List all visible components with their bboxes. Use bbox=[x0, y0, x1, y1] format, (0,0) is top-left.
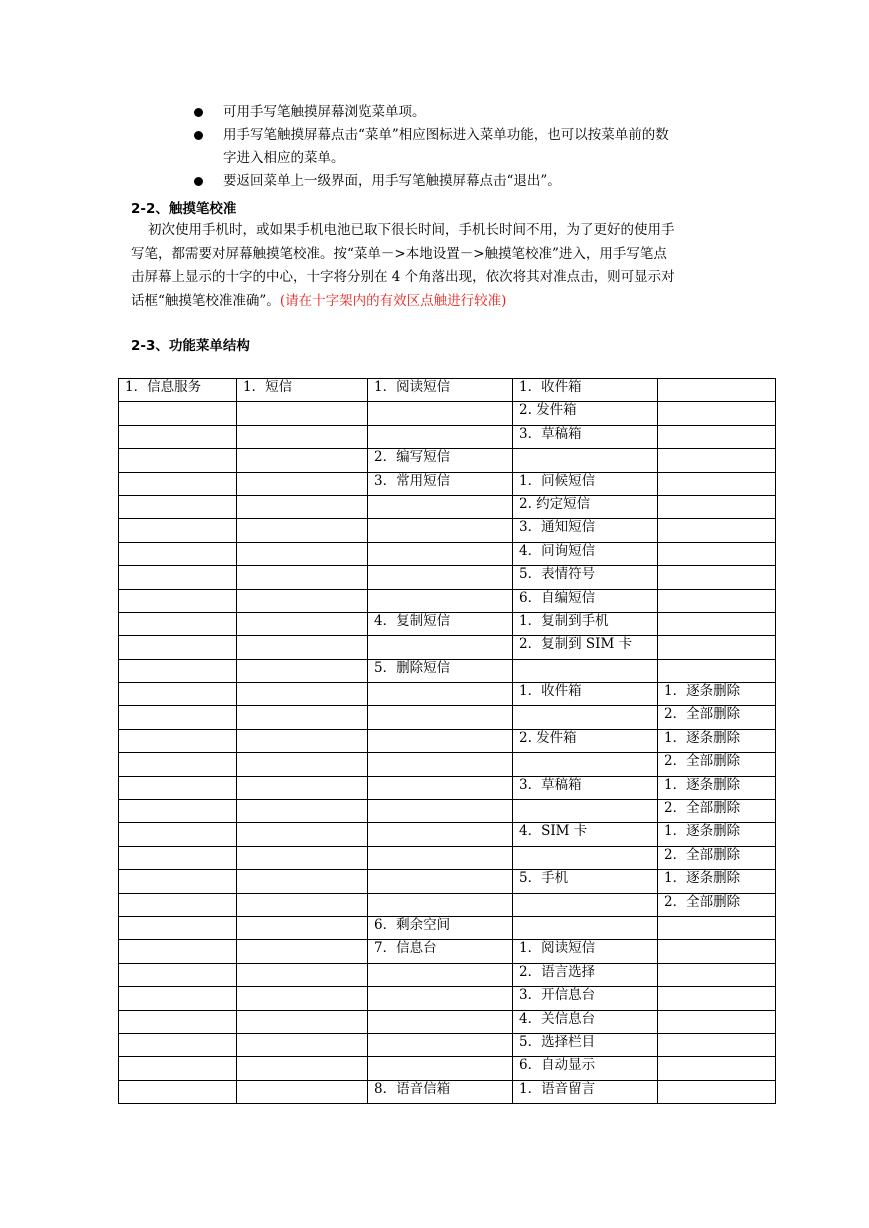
level2-cell bbox=[237, 916, 368, 939]
level2-cell bbox=[237, 425, 368, 448]
table-row bbox=[119, 542, 776, 565]
level3-cell bbox=[368, 542, 513, 565]
calibration-paragraph bbox=[131, 219, 741, 313]
level1-cell bbox=[119, 683, 237, 706]
level5-cell: 1．逐条删除 bbox=[658, 870, 776, 893]
level2-cell: 1．短信 bbox=[237, 379, 368, 402]
calibration-note: (请在十字架内的有效区点触进行较准) bbox=[279, 292, 507, 309]
level4-cell bbox=[513, 800, 658, 823]
level4-cell: 3．草稿箱 bbox=[513, 776, 658, 799]
level2-cell bbox=[237, 683, 368, 706]
level1-cell bbox=[119, 659, 237, 682]
table-row bbox=[119, 519, 776, 542]
level5-cell: 2．全部删除 bbox=[658, 800, 776, 823]
level2-cell bbox=[237, 963, 368, 986]
level5-cell bbox=[658, 1080, 776, 1103]
level4-cell: 4．问询短信 bbox=[513, 542, 658, 565]
level5-cell bbox=[658, 472, 776, 495]
level1-cell: 1．信息服务 bbox=[119, 379, 237, 402]
table-row bbox=[119, 636, 776, 659]
level4-cell: 4．关信息台 bbox=[513, 1010, 658, 1033]
level1-cell bbox=[119, 1080, 237, 1103]
level3-cell bbox=[368, 987, 513, 1010]
level2-cell bbox=[237, 1057, 368, 1080]
table-row bbox=[119, 823, 776, 846]
level3-cell bbox=[368, 425, 513, 448]
level4-cell: 2．复制到 SIM 卡 bbox=[513, 636, 658, 659]
table-row bbox=[119, 800, 776, 823]
level5-cell: 1．逐条删除 bbox=[658, 776, 776, 799]
level1-cell bbox=[119, 706, 237, 729]
paragraph-text: 话框“触摸笔校准准确”。 bbox=[131, 292, 280, 309]
level4-cell bbox=[513, 659, 658, 682]
level5-cell bbox=[658, 916, 776, 939]
menu-structure-table bbox=[118, 378, 776, 1104]
level3-cell bbox=[368, 636, 513, 659]
level4-cell: 5．手机 bbox=[513, 870, 658, 893]
bullet-item bbox=[194, 170, 754, 193]
level5-cell bbox=[658, 449, 776, 472]
level4-cell: 5．表情符号 bbox=[513, 566, 658, 589]
table-row bbox=[119, 449, 776, 472]
level1-cell bbox=[119, 987, 237, 1010]
level1-cell bbox=[119, 472, 237, 495]
table-row bbox=[119, 566, 776, 589]
level3-cell: 5．删除短信 bbox=[368, 659, 513, 682]
level2-cell bbox=[237, 987, 368, 1010]
bullet-item bbox=[194, 101, 754, 124]
level3-cell bbox=[368, 800, 513, 823]
level4-cell: 2. 约定短信 bbox=[513, 495, 658, 518]
level5-cell bbox=[658, 379, 776, 402]
level2-cell bbox=[237, 893, 368, 916]
bullet-line: 要返回菜单上一级界面，用手写笔触摸屏幕点击“退出”。 bbox=[223, 173, 561, 189]
table-row bbox=[119, 659, 776, 682]
level4-cell: 2. 发件箱 bbox=[513, 729, 658, 752]
table-row bbox=[119, 776, 776, 799]
table-row bbox=[119, 987, 776, 1010]
level3-cell bbox=[368, 776, 513, 799]
level4-cell: 4．SIM 卡 bbox=[513, 823, 658, 846]
level3-cell: 8．语音信箱 bbox=[368, 1080, 513, 1103]
level1-cell bbox=[119, 800, 237, 823]
bullet-dot-icon bbox=[194, 131, 203, 140]
level4-cell: 1．收件箱 bbox=[513, 379, 658, 402]
level5-cell bbox=[658, 495, 776, 518]
level2-cell bbox=[237, 729, 368, 752]
level4-cell: 2．语言选择 bbox=[513, 963, 658, 986]
level1-cell bbox=[119, 729, 237, 752]
level5-cell bbox=[658, 987, 776, 1010]
level5-cell: 2．全部删除 bbox=[658, 893, 776, 916]
level1-cell bbox=[119, 495, 237, 518]
level2-cell bbox=[237, 1033, 368, 1056]
level5-cell bbox=[658, 659, 776, 682]
level4-cell: 1．问候短信 bbox=[513, 472, 658, 495]
level2-cell bbox=[237, 940, 368, 963]
level2-cell bbox=[237, 566, 368, 589]
table-row bbox=[119, 893, 776, 916]
level2-cell bbox=[237, 612, 368, 635]
level3-cell bbox=[368, 495, 513, 518]
level1-cell bbox=[119, 963, 237, 986]
level1-cell bbox=[119, 1010, 237, 1033]
level5-cell bbox=[658, 402, 776, 425]
level1-cell bbox=[119, 636, 237, 659]
paragraph-line: 初次使用手机时，或如果手机电池已取下很长时间，手机长时间不用，为了更好的使用手 bbox=[148, 222, 675, 238]
level5-cell bbox=[658, 940, 776, 963]
level4-cell: 3．开信息台 bbox=[513, 987, 658, 1010]
level1-cell bbox=[119, 940, 237, 963]
level5-cell bbox=[658, 636, 776, 659]
level3-cell: 1．阅读短信 bbox=[368, 379, 513, 402]
table-row bbox=[119, 495, 776, 518]
level1-cell bbox=[119, 916, 237, 939]
level4-cell bbox=[513, 706, 658, 729]
bullet-line: 可用手写笔触摸屏幕浏览菜单项。 bbox=[223, 104, 426, 120]
level2-cell bbox=[237, 402, 368, 425]
level1-cell bbox=[119, 612, 237, 635]
table-row bbox=[119, 753, 776, 776]
level2-cell bbox=[237, 846, 368, 869]
table-row bbox=[119, 706, 776, 729]
bullet-dot-icon bbox=[194, 108, 203, 117]
bullet-dot-icon bbox=[194, 177, 203, 186]
paragraph-line bbox=[131, 290, 741, 314]
level3-cell bbox=[368, 706, 513, 729]
table-row bbox=[119, 963, 776, 986]
table-row bbox=[119, 729, 776, 752]
level3-cell bbox=[368, 683, 513, 706]
level3-cell bbox=[368, 566, 513, 589]
level5-cell bbox=[658, 1033, 776, 1056]
level4-cell: 5．选择栏目 bbox=[513, 1033, 658, 1056]
level4-cell: 3．草稿箱 bbox=[513, 425, 658, 448]
level3-cell bbox=[368, 402, 513, 425]
level3-cell: 6．剩余空间 bbox=[368, 916, 513, 939]
level3-cell bbox=[368, 1057, 513, 1080]
level5-cell bbox=[658, 612, 776, 635]
level5-cell bbox=[658, 589, 776, 612]
level1-cell bbox=[119, 566, 237, 589]
level3-cell bbox=[368, 846, 513, 869]
level5-cell bbox=[658, 963, 776, 986]
level4-cell: 1．复制到手机 bbox=[513, 612, 658, 635]
table-row bbox=[119, 1010, 776, 1033]
table-row bbox=[119, 612, 776, 635]
level2-cell bbox=[237, 753, 368, 776]
bullet-list bbox=[194, 101, 754, 193]
level2-cell bbox=[237, 495, 368, 518]
level1-cell bbox=[119, 776, 237, 799]
level2-cell bbox=[237, 800, 368, 823]
level4-cell bbox=[513, 846, 658, 869]
level5-cell: 2．全部删除 bbox=[658, 706, 776, 729]
level3-cell bbox=[368, 963, 513, 986]
level1-cell bbox=[119, 870, 237, 893]
level4-cell bbox=[513, 893, 658, 916]
level3-cell bbox=[368, 729, 513, 752]
section-heading: 2-2、触摸笔校准 bbox=[131, 201, 237, 217]
bullet-line: 用手写笔触摸屏幕点击“菜单”相应图标进入菜单功能，也可以按菜单前的数 bbox=[223, 127, 669, 143]
level3-cell bbox=[368, 1010, 513, 1033]
paragraph-line: 击屏幕上显示的十字的中心，十字将分别在 4 个角落出现，依次将其对准点击，则可显示对 bbox=[131, 269, 675, 286]
table-row bbox=[119, 1057, 776, 1080]
level5-cell: 2．全部删除 bbox=[658, 846, 776, 869]
level2-cell bbox=[237, 589, 368, 612]
level3-cell: 7．信息台 bbox=[368, 940, 513, 963]
level1-cell bbox=[119, 589, 237, 612]
table-row bbox=[119, 589, 776, 612]
level4-cell bbox=[513, 753, 658, 776]
table-row bbox=[119, 1080, 776, 1103]
level1-cell bbox=[119, 542, 237, 565]
level1-cell bbox=[119, 402, 237, 425]
level1-cell bbox=[119, 893, 237, 916]
level1-cell bbox=[119, 519, 237, 542]
level1-cell bbox=[119, 449, 237, 472]
level2-cell bbox=[237, 706, 368, 729]
level4-cell: 1．语音留言 bbox=[513, 1080, 658, 1103]
bullet-line: 字进入相应的菜单。 bbox=[223, 150, 345, 166]
level5-cell bbox=[658, 1057, 776, 1080]
level4-cell bbox=[513, 916, 658, 939]
level2-cell bbox=[237, 823, 368, 846]
paragraph-line: 写笔，都需要对屏幕触摸笔校准。按“菜单－>本地设置－>触摸笔校准”进入，用手写笔点 bbox=[131, 245, 667, 262]
level2-cell bbox=[237, 542, 368, 565]
level4-cell: 1．阅读短信 bbox=[513, 940, 658, 963]
level3-cell bbox=[368, 589, 513, 612]
table-row bbox=[119, 940, 776, 963]
table-row bbox=[119, 870, 776, 893]
level1-cell bbox=[119, 753, 237, 776]
menu-table-body bbox=[119, 379, 776, 1104]
level5-cell bbox=[658, 542, 776, 565]
level4-cell: 1．收件箱 bbox=[513, 683, 658, 706]
level5-cell bbox=[658, 425, 776, 448]
level1-cell bbox=[119, 1033, 237, 1056]
level4-cell: 3．通知短信 bbox=[513, 519, 658, 542]
table-row bbox=[119, 472, 776, 495]
level4-cell: 2. 发件箱 bbox=[513, 402, 658, 425]
level3-cell: 2．编写短信 bbox=[368, 449, 513, 472]
level2-cell bbox=[237, 1010, 368, 1033]
level3-cell bbox=[368, 1033, 513, 1056]
level4-cell: 6．自动显示 bbox=[513, 1057, 658, 1080]
level5-cell bbox=[658, 1010, 776, 1033]
level2-cell bbox=[237, 519, 368, 542]
level3-cell bbox=[368, 870, 513, 893]
level2-cell bbox=[237, 449, 368, 472]
table-row bbox=[119, 683, 776, 706]
level3-cell bbox=[368, 753, 513, 776]
bullet-item bbox=[194, 124, 754, 170]
table-row bbox=[119, 916, 776, 939]
level2-cell bbox=[237, 659, 368, 682]
level3-cell bbox=[368, 893, 513, 916]
level2-cell bbox=[237, 636, 368, 659]
level3-cell bbox=[368, 519, 513, 542]
section-heading: 2-3、功能菜单结构 bbox=[131, 338, 250, 354]
table-row bbox=[119, 379, 776, 402]
level5-cell: 1．逐条删除 bbox=[658, 729, 776, 752]
level2-cell bbox=[237, 870, 368, 893]
level4-cell bbox=[513, 449, 658, 472]
level2-cell bbox=[237, 472, 368, 495]
level3-cell: 3．常用短信 bbox=[368, 472, 513, 495]
level5-cell bbox=[658, 519, 776, 542]
level5-cell bbox=[658, 566, 776, 589]
table-row bbox=[119, 846, 776, 869]
level1-cell bbox=[119, 846, 237, 869]
level1-cell bbox=[119, 425, 237, 448]
level3-cell bbox=[368, 823, 513, 846]
level4-cell: 6．自编短信 bbox=[513, 589, 658, 612]
level5-cell: 1．逐条删除 bbox=[658, 683, 776, 706]
level1-cell bbox=[119, 1057, 237, 1080]
level5-cell: 1．逐条删除 bbox=[658, 823, 776, 846]
level1-cell bbox=[119, 823, 237, 846]
level2-cell bbox=[237, 1080, 368, 1103]
table-row bbox=[119, 1033, 776, 1056]
table-row bbox=[119, 402, 776, 425]
level5-cell: 2．全部删除 bbox=[658, 753, 776, 776]
table-row bbox=[119, 425, 776, 448]
level3-cell: 4．复制短信 bbox=[368, 612, 513, 635]
level2-cell bbox=[237, 776, 368, 799]
